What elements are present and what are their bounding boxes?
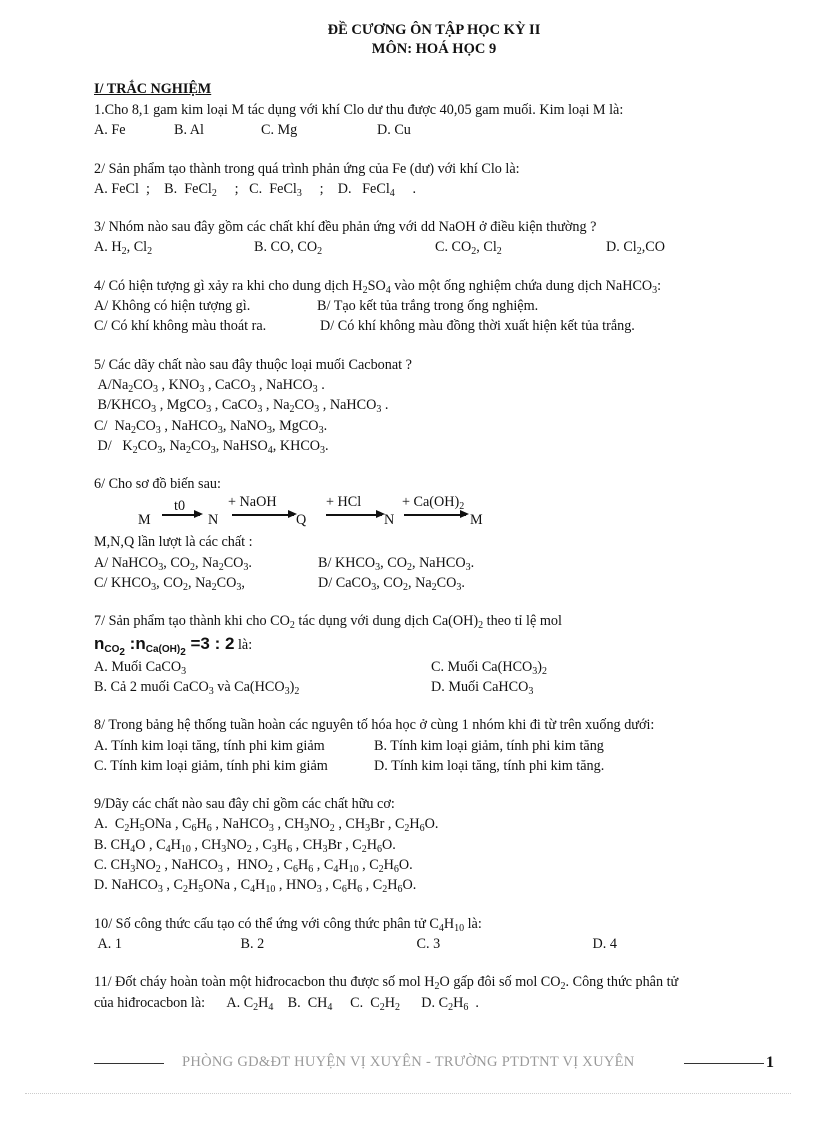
answer-options <box>94 120 784 140</box>
page-subtitle: MÔN: HOÁ HỌC 9 <box>371 41 497 57</box>
option-d: D. Cu <box>377 122 411 139</box>
question-5 <box>94 355 784 456</box>
question-stem: 1.Cho 8,1 gam kim loại M tác dụng với khí Clo dư thu được 40,05 gam muối. Kim loại M là: <box>94 102 624 118</box>
node: M <box>470 512 483 529</box>
option-d: D. Tính kim loại tăng, tính phi kim tăng. <box>374 757 605 774</box>
question-stem: 5/ Các dãy chất nào sau đây thuộc loại muối Cacbonat ? <box>94 356 412 373</box>
question-stem: 9/Dãy các chất nào sau đây chỉ gồm các chất hữu cơ: <box>94 796 395 813</box>
question-stem: 2/ Sản phẩm tạo thành trong quá trình phản ứng của Fe (dư) với khí Clo là: <box>94 160 520 177</box>
footer-rule <box>94 1063 164 1064</box>
reagent-label: t0 <box>174 498 186 515</box>
answer-options: C/ $KHCO_3$, $CO_2$, $Na_2CO_3$, D/ CaCO$_3$, $CO_2$, $Na_2CO_3$. <box>94 575 465 594</box>
reagent-label: + NaOH <box>228 494 277 511</box>
option-c: C/ $Na_2CO_3$ , NaHCO$_3$, NaNO$_3$, MgCO$_3$. <box>94 417 328 436</box>
question-stem: 8/ Trong bảng hệ thống tuần hoàn các nguyên tố hóa học ở cùng 1 nhóm khi đi từ trên xuống dưới: <box>94 717 655 734</box>
option-b: B. $CH_4O$ , $C_4H_{10}$ , $CH_3NO_2$ , $C_3H_6$ , $CH_3Br$ , $C_2H_6O$. <box>94 836 396 855</box>
option-a: A/ Không có hiện tượng gì. <box>94 298 251 315</box>
answer-options: A. $H_2$, $Cl_2$ B. CO, $CO_2$ C. $CO_2$, $Cl_2$ D. $Cl_2,CO$ <box>94 239 666 258</box>
footer-rule <box>684 1063 764 1064</box>
reagent-label: + HCl <box>326 494 362 511</box>
footer-text: PHÒNG GD&ĐT HUYỆN VỊ XUYÊN - TRƯỜNG PTDTNT VỊ XUYÊN <box>182 1054 635 1070</box>
question-stem: 6/ Cho sơ đồ biến sau: <box>94 476 221 493</box>
option-d: D. 4 <box>592 935 617 952</box>
option-a: $A/Na_2CO_3$ , $KNO_3$ , CaCO$_3$ , NaHCO$_3$ . <box>94 376 325 395</box>
question-stem: 3/ Nhóm nào sau đây gồm các chất khí đều phản ứng với dd NaOH ở điều kiện thường ? <box>94 219 597 236</box>
reaction-scheme <box>94 494 514 532</box>
answer-options: B. Cả 2 muối CaCO$_3$ và $Ca(HCO_3)_2$ D. Muối CaHCO$_3$ <box>94 678 534 697</box>
option-a: A. $C_2H_5ONa$ , $C_6H_6$ , NaHCO$_3$ , $CH_3NO_2$ , $CH_3Br$ , $C_2H_6O$. <box>94 816 439 835</box>
page-number: 1 <box>766 1054 774 1071</box>
answer-options: A/ NaHCO$_3$, $CO_2$, $Na_2CO_3$. B/ $KHCO_3$, $CO_2$, NaHCO$_3$. <box>94 554 475 573</box>
question-2 <box>94 159 784 200</box>
option-a: A. Fe <box>94 122 126 139</box>
answer-options <box>94 736 784 756</box>
option-c: C. $CH_3NO_2$ , NaHCO$_3$ , $HNO_2$ , $C_6H_6$ , $C_4H_{10}$ , $C_2H_6O$. <box>94 857 413 876</box>
question-11 <box>94 972 784 1013</box>
question-1 <box>94 100 784 141</box>
option-d: D. NaHCO$_3$ , $C_2H_5ONa$ , $C_4H_{10}$ , $HNO_3$ , $C_6H_6$ , $C_2H_6O$. <box>94 877 417 896</box>
arrow-icon <box>326 514 382 516</box>
option-d: D/ Có khí không màu đồng thời xuất hiện kết tủa trắng. <box>320 318 635 335</box>
question-stem: 4/ Có hiện tượng gì xảy ra khi cho dung dịch $H_2SO_4$ vào một ống nghiệm chứa dung dịch NaHCO$_3$: <box>94 277 662 296</box>
page-title: ĐỀ CƯƠNG ÔN TẬP HỌC KỲ II <box>327 22 541 38</box>
node: M <box>138 512 151 529</box>
question-4 <box>94 276 784 337</box>
page-footer <box>94 1052 784 1074</box>
question-stem: 11/ Đốt cháy hoàn toàn một hiđrocacbon thu được số mol $H_2O$ gấp đôi số mol $CO_2$. Công thức phân tử <box>94 974 679 993</box>
arrow-icon <box>232 514 294 516</box>
document-body <box>94 80 784 1031</box>
node: Q <box>296 512 307 529</box>
answer-options <box>94 296 784 316</box>
option-b: $B/KHCO_3$ , MgCO$_3$ , CaCO$_3$ , $Na_2CO_3$ , NaHCO$_3$ . <box>94 397 389 416</box>
answer-options <box>94 934 784 954</box>
option-b: B. Al <box>174 122 204 139</box>
question-7 <box>94 611 784 697</box>
option-a: A. 1 <box>97 935 122 952</box>
answer-options <box>94 316 784 336</box>
answer-options: của hiđrocacbon là: A. $C_2H_4$ B. $CH_4$ C. $C_2H_2$ D. $C_2H_6$ . <box>94 994 479 1013</box>
page-edge <box>25 1093 791 1094</box>
option-c: C. Tính kim loại giảm, tính phi kim giảm <box>94 757 328 774</box>
answer-options: A. Muối CaCO$_3$ C. Muối $Ca(HCO_3)_2$ <box>94 658 548 677</box>
option-a: A. Tính kim loại tăng, tính phi kim giảm <box>94 737 325 754</box>
question-8 <box>94 715 784 776</box>
question-stem: 10/ Số công thức cấu tạo có thể ứng với công thức phân tử $C_4H_{10}$ là: <box>94 915 482 934</box>
option-b: B/ Tạo kết tủa trắng trong ống nghiệm. <box>317 298 539 315</box>
arrow-icon <box>162 514 200 516</box>
arrow-icon <box>404 514 466 516</box>
option-c: C. Mg <box>261 122 298 139</box>
answer-options <box>94 756 784 776</box>
question-10 <box>94 914 784 955</box>
node: N <box>384 512 395 529</box>
question-ask: M,N,Q lần lượt là các chất : <box>94 534 253 551</box>
option-d: D/ $K_2CO_3$, $Na_2CO_3$, NaHSO$_4$, $KHCO_3$. <box>94 437 329 456</box>
option-b: B. Tính kim loại giảm, tính phi kim tăng <box>374 737 604 754</box>
reagent-label: + $Ca(OH)_2$ <box>402 494 465 513</box>
question-3 <box>94 217 784 258</box>
option-c: C/ Có khí không màu thoát ra. <box>94 318 267 335</box>
section-heading: I/ TRẮC NGHIỆM <box>94 81 212 97</box>
node: N <box>208 512 219 529</box>
mole-ratio: $n_{CO_2}$ $:n_{Ca(OH)_2} =3$ : 2 là: <box>94 633 253 658</box>
question-stem: 7/ Sản phẩm tạo thành khi cho $CO_2$ tác dụng với dung dịch $Ca(OH)_2$ theo tỉ lệ mol <box>94 613 562 632</box>
option-c: C. 3 <box>416 935 441 952</box>
question-6 <box>94 474 784 593</box>
answer-options: A. FeCl ; B. FeCl$_2$ ; C. FeCl$_3$ ; D. FeCl$_4$ . <box>94 180 417 199</box>
option-b: B. 2 <box>240 935 265 952</box>
question-9 <box>94 794 784 895</box>
